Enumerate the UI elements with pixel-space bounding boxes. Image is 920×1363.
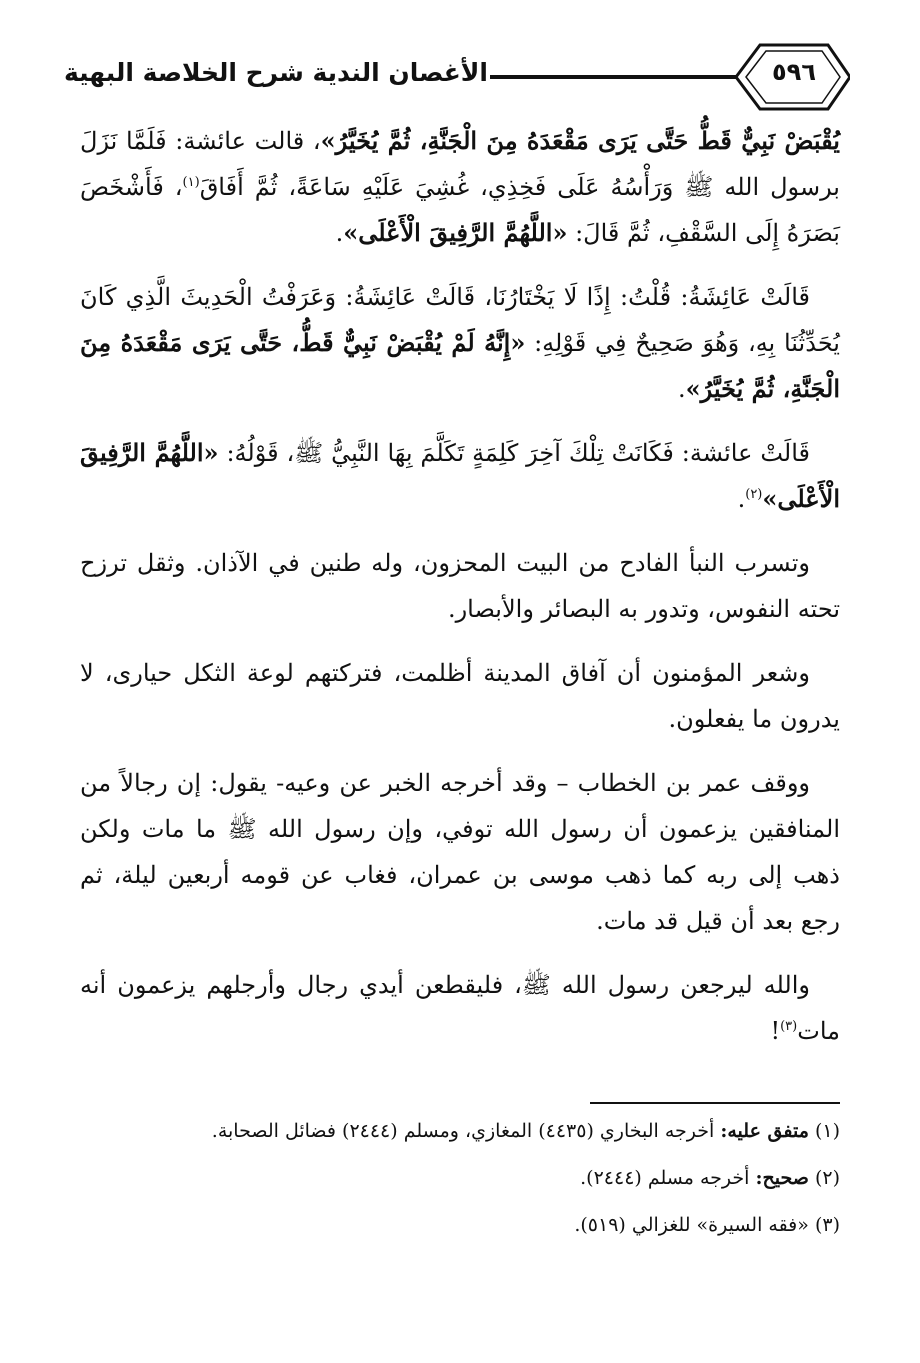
footnote-ref: (٢) xyxy=(745,487,763,502)
book-title: الأغصان الندية شرح الخلاصة البهية xyxy=(63,58,488,87)
page-number: ٥٩٦ xyxy=(772,58,816,86)
text-run: والله ليرجعن رسول الله ﷺ، فليقطعن أيدي رجال وأرجلهم يزعمون أنه مات xyxy=(80,971,840,1045)
hadith-quote: يُقْبَضْ نَبِيٌّ قَطُّ حَتَّى يَرَى مَقْعَدَهُ مِنَ الْجَنَّةِ، ثُمَّ يُخَيَّرُ» xyxy=(320,126,840,155)
footnote-ref: (١) xyxy=(182,175,200,190)
paragraph xyxy=(80,118,840,256)
paragraph xyxy=(80,760,840,944)
main-text xyxy=(80,118,840,1072)
paragraph xyxy=(80,430,840,522)
hadith-quote: «اللَّهُمَّ الرَّفِيقَ الْأَعْلَى» xyxy=(343,218,568,247)
text-run: قَالَتْ عَائِشَةُ: قُلْتُ: إِذًا لَا يَخْتَارُنَا، قَالَتْ عَائِشَةُ: وَعَرَفْتُ الْحَدِيثَ الَّذِي كَانَ يُحَدِّثُنَا بِهِ، وَهُوَ صَحِيحٌ فِي قَوْلِهِ: xyxy=(80,283,840,357)
footnote-number: (١) xyxy=(814,1120,840,1142)
footnote-grade: صحيح: xyxy=(755,1167,809,1189)
text-run: . xyxy=(678,375,686,403)
hadith-quote: «اللَّهُمَّ الرَّفِيقَ الْأَعْلَى» xyxy=(80,438,840,513)
text-run: ، قالت عائشة: فَلَمَّا نَزَلَ برسول الله ﷺ وَرَأْسُهُ عَلَى فَخِذِي، غُشِيَ عَلَيْهِ سَاعَةً، ثُمَّ أَفَاقَ xyxy=(80,127,840,201)
footnote-text: أخرجه البخاري (٤٤٣٥) المغازي، ومسلم (٢٤٤٤) فضائل الصحابة. xyxy=(211,1120,721,1142)
text-run: وتسرب النبأ الفادح من البيت المحزون، وله طنين في الآذان. وثقل ترزح تحته النفوس، وتدور به البصائر والأبصار. xyxy=(80,549,840,623)
paragraph xyxy=(80,274,840,412)
paragraph xyxy=(80,962,840,1054)
footnote-ref: (٣) xyxy=(780,1019,798,1034)
text-run: . xyxy=(335,219,344,247)
text-run: قَالَتْ عائشة: فَكَانَتْ تِلْكَ آخِرَ كَلِمَةٍ تَكَلَّمَ بِهَا النَّبِيُّ ﷺ، قَوْلُهُ: xyxy=(218,439,810,467)
footnote-grade: متفق عليه: xyxy=(720,1120,809,1142)
text-run: . xyxy=(737,485,746,513)
text-run: ، فَأَشْخَصَ بَصَرَهُ إِلَى السَّقْفِ، ثُمَّ قَالَ: xyxy=(80,173,840,247)
footnote xyxy=(80,1165,840,1191)
page-header xyxy=(60,40,850,114)
footnotes xyxy=(80,1118,840,1259)
paragraph xyxy=(80,650,840,742)
footnote xyxy=(80,1212,840,1238)
text-run: ووقف عمر بن الخطاب – وقد أخرجه الخبر عن وعيه- يقول: إن رجالاً من المنافقين يزعمون أن رسول الله توفي، وإن رسول الله ﷺ ما مات ولكن ذهب إلى ربه كما ذهب موسى بن عمران، فغاب عن قومه أربعين ليلة، ثم رجع بعد أن قيل قد مات. xyxy=(80,769,840,935)
footnote-number: (٢) xyxy=(814,1167,840,1189)
footnote-text: أخرجه مسلم (٢٤٤٤). xyxy=(580,1167,756,1189)
footnote xyxy=(80,1118,840,1144)
footnote-text: «فقه السيرة» للغزالي (٥١٩). xyxy=(574,1214,809,1236)
text-run: وشعر المؤمنون أن آفاق المدينة أظلمت، فتركتهم لوعة الثكل حيارى، لا يدرون ما يفعلون. xyxy=(80,659,840,733)
paragraph xyxy=(80,540,840,632)
footnote-separator xyxy=(590,1102,840,1104)
hadith-quote: «إِنَّهُ لَمْ يُقْبَضْ نَبِيٌّ قَطُّ، حَتَّى يَرَى مَقْعَدَهُ مِنَ الْجَنَّةِ، ثُمَّ يُخَيَّرُ» xyxy=(80,328,840,403)
footnote-number: (٣) xyxy=(814,1214,840,1236)
text-run: ! xyxy=(770,1017,781,1045)
